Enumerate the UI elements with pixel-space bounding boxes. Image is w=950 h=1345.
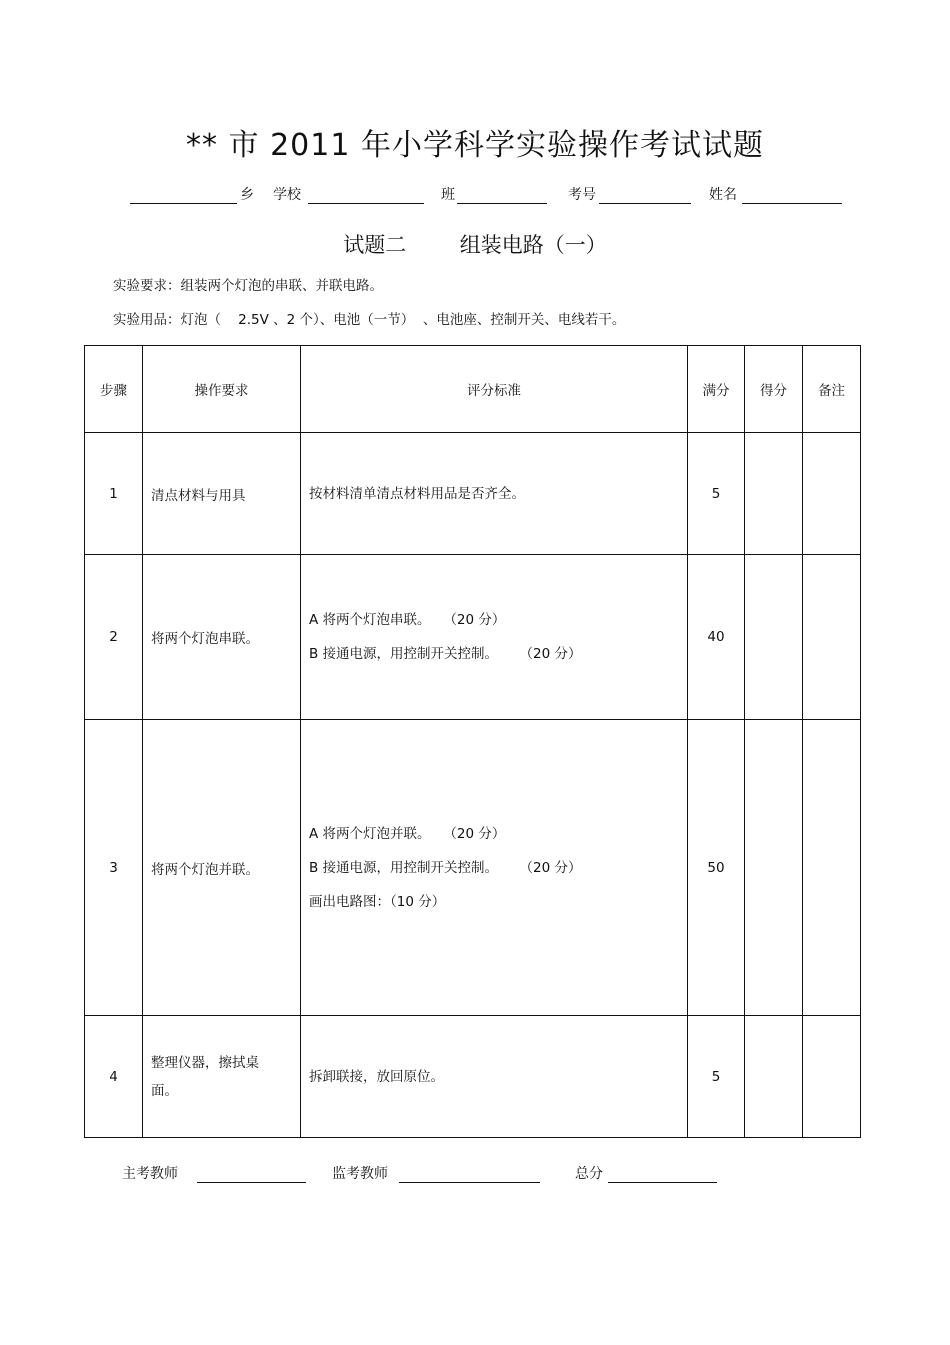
criteria-cell (301, 433, 688, 555)
criteria-cell (301, 555, 688, 720)
student-info-row (130, 184, 850, 208)
chief-examiner-blank[interactable] (197, 1182, 306, 1183)
step-number: 2 (85, 555, 143, 720)
operation-text: 清点材料与用具 (143, 433, 301, 555)
proctor-label: 监考教师 (332, 1166, 388, 1182)
table-row (85, 720, 861, 1016)
step-number: 1 (85, 433, 143, 555)
criteria-line: B 接通电源，用控制开关控制。 （20 分） (309, 859, 582, 876)
remarks-cell[interactable] (803, 720, 861, 1016)
name-blank[interactable] (742, 203, 842, 204)
full-score: 5 (688, 1016, 745, 1138)
header-full-score: 满分 (688, 346, 745, 433)
scoring-table (84, 345, 861, 1138)
table-row (85, 1016, 861, 1138)
score-cell[interactable] (745, 1016, 803, 1138)
criteria-cell (301, 720, 688, 1016)
chief-examiner-label: 主考教师 (122, 1166, 178, 1182)
step-number: 4 (85, 1016, 143, 1138)
header-step: 步骤 (85, 346, 143, 433)
criteria-line: 按材料清单清点材料用品是否齐全。 (309, 485, 525, 502)
operation-text: 将两个灯泡并联。 (143, 720, 301, 1016)
criteria-line: A 将两个灯泡串联。 （20 分） (309, 612, 506, 628)
class-blank[interactable] (457, 203, 547, 204)
header-remarks: 备注 (803, 346, 861, 433)
school-blank[interactable] (308, 203, 424, 204)
remarks-cell[interactable] (803, 433, 861, 555)
table-header-row (85, 346, 861, 433)
full-score: 40 (688, 555, 745, 720)
criteria-line: B 接通电源，用控制开关控制。 （20 分） (309, 646, 582, 662)
document-title: ** 市 2011 年小学科学实验操作考试试题 (186, 128, 764, 163)
proctor-blank[interactable] (399, 1182, 540, 1183)
table-row (85, 555, 861, 720)
operation-text: 整理仪器，擦拭桌面。 (143, 1016, 301, 1138)
question-subtitle: 试题二 组装电路（一） (343, 233, 607, 257)
header-criteria: 评分标准 (301, 346, 688, 433)
score-cell[interactable] (745, 555, 803, 720)
exam-no-blank[interactable] (599, 203, 691, 204)
score-cell[interactable] (745, 720, 803, 1016)
township-label: 乡 (240, 187, 254, 203)
header-score: 得分 (745, 346, 803, 433)
criteria-line: 画出电路图：（10 分） (309, 893, 446, 910)
criteria-cell (301, 1016, 688, 1138)
remarks-cell[interactable] (803, 555, 861, 720)
signature-footer (122, 1163, 742, 1187)
experiment-requirement: 实验要求：组装两个灯泡的串联、并联电路。 (113, 278, 383, 294)
step-number: 3 (85, 720, 143, 1016)
criteria-line: A 将两个灯泡并联。 （20 分） (309, 825, 506, 842)
criteria-line: 拆卸联接，放回原位。 (309, 1068, 444, 1085)
exam-no-label: 考号 (568, 187, 596, 203)
total-score-blank[interactable] (608, 1182, 717, 1183)
operation-text: 将两个灯泡串联。 (143, 555, 301, 720)
table-row (85, 433, 861, 555)
total-score-label: 总分 (575, 1166, 603, 1182)
experiment-materials: 实验用品：灯泡（ 2.5V 、2 个）、电池（一节） 、电池座、控制开关、电线若干。 (113, 312, 626, 328)
school-label: 学校 (273, 187, 301, 203)
township-blank[interactable] (130, 203, 237, 204)
score-cell[interactable] (745, 433, 803, 555)
header-operation: 操作要求 (143, 346, 301, 433)
full-score: 5 (688, 433, 745, 555)
full-score: 50 (688, 720, 745, 1016)
name-label: 姓名 (709, 187, 737, 203)
remarks-cell[interactable] (803, 1016, 861, 1138)
class-label: 班 (441, 187, 455, 203)
